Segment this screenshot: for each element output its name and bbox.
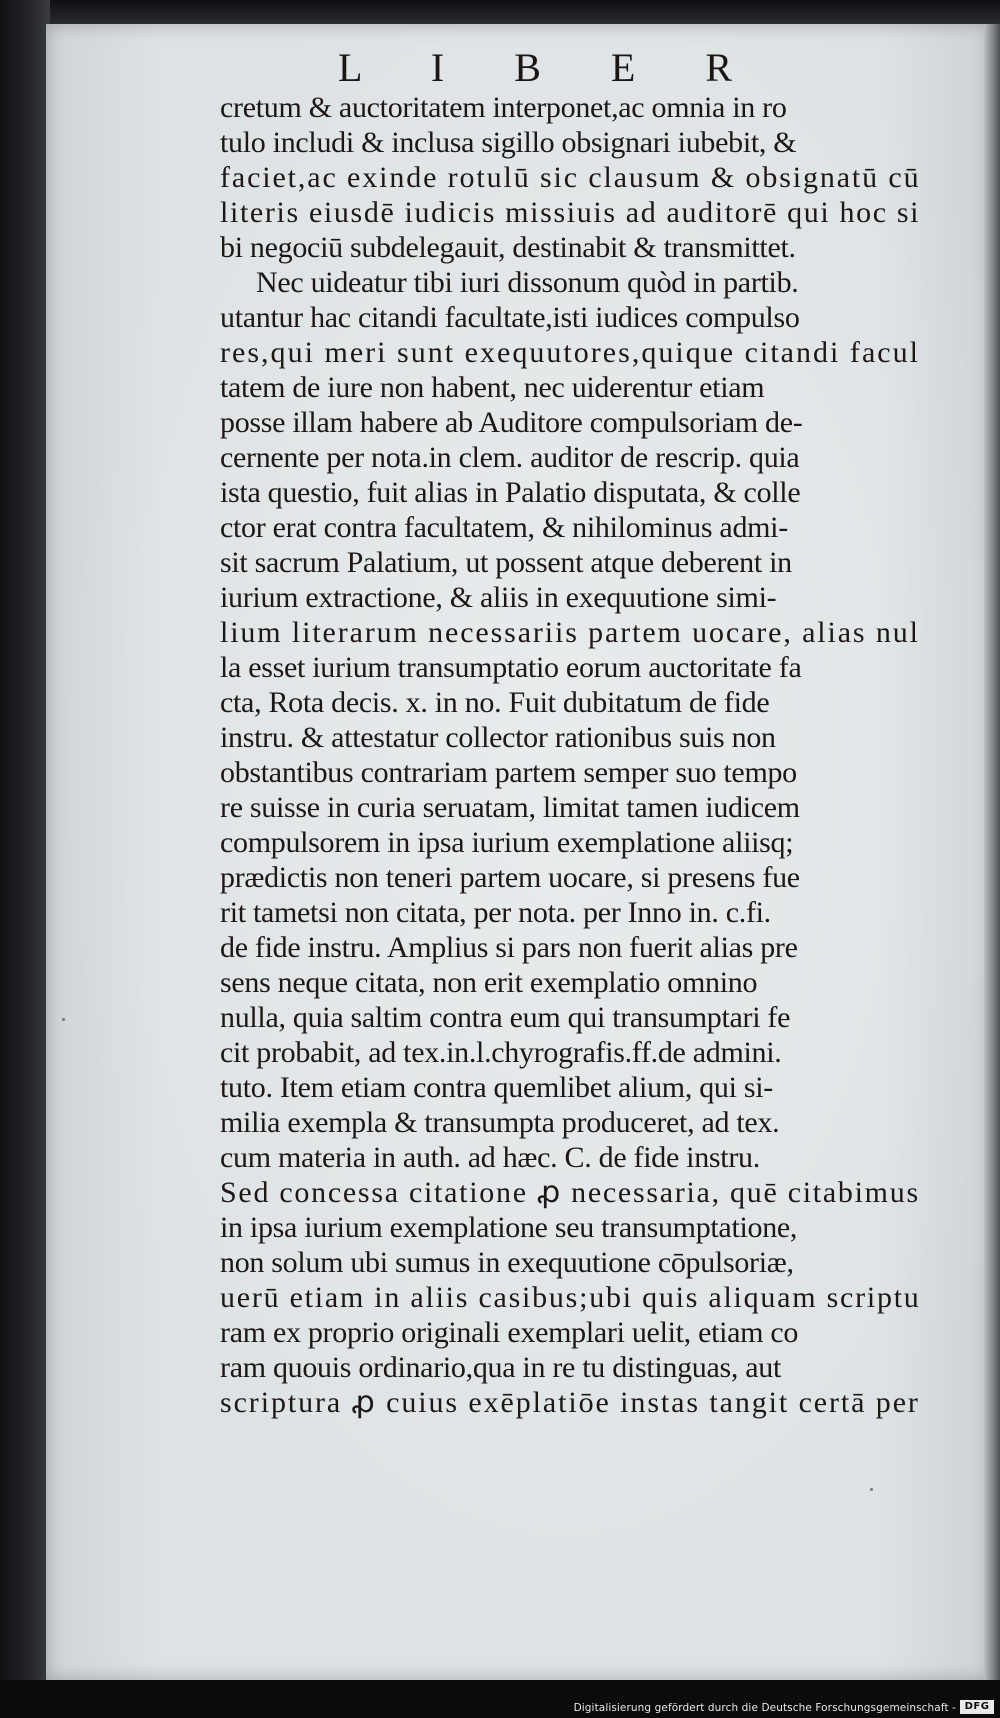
page-edge xyxy=(984,24,1000,1680)
text-line: nulla, quia saltim contra eum qui transumptari fe xyxy=(220,1001,791,1034)
text-line: scriptura ꝓ cuius exēplatiōe instas tangit certā per xyxy=(220,1386,920,1419)
text-line: rit tametsi non citata, per nota. per Inno in. c.fi. xyxy=(220,896,771,929)
text-line: res,qui meri sunt exequutores,quique citandi facul xyxy=(220,336,920,369)
text-line: sit sacrum Palatium, ut possent atque deberent in xyxy=(220,546,792,579)
text-line: posse illam habere ab Auditore compulsoriam de- xyxy=(220,406,803,439)
text-line: ram quouis ordinario,qua in re tu distinguas, aut xyxy=(220,1351,782,1384)
text-line: Sed concessa citatione ꝓ necessaria, quē citabimus xyxy=(220,1176,920,1209)
text-line: tatem de iure non habent, nec uiderentur etiam xyxy=(220,371,765,404)
paper-speck xyxy=(870,1488,873,1491)
scan-background-top xyxy=(0,0,1000,26)
paper-speck xyxy=(62,1018,65,1021)
text-line: cretum & auctoritatem interponet,ac omnia in ro xyxy=(220,91,787,124)
scan-background-left xyxy=(0,0,50,1718)
text-line: literis eiusdē iudicis missiuis ad auditorē qui hoc si xyxy=(220,196,921,229)
text-line: tuto. Item etiam contra quemlibet alium, qui si- xyxy=(220,1071,773,1104)
text-line: instru. & attestatur collector rationibus suis non xyxy=(220,721,776,754)
text-line: cta, Rota decis. x. in no. Fuit dubitatum de fide xyxy=(220,686,770,719)
dfg-logo: DFG xyxy=(960,1700,994,1714)
text-line: cit probabit, ad tex.in.l.chyrografis.ff.de admini. xyxy=(220,1036,782,1069)
text-line: ctor erat contra facultatem, & nihilominus admi- xyxy=(220,511,788,544)
text-line: obstantibus contrariam partem semper suo tempo xyxy=(220,756,797,789)
text-line: bi negociū subdelegauit, destinabit & transmittet. xyxy=(220,231,796,264)
body-text xyxy=(220,90,940,1420)
text-line: la esset iurium transumptatio eorum auctoritate fa xyxy=(220,651,802,684)
text-line: de fide instru. Amplius si pars non fuerit alias pre xyxy=(220,931,798,964)
text-line: re suisse in curia seruatam, limitat tamen iudicem xyxy=(220,791,800,824)
running-head: L I B E R xyxy=(337,45,763,90)
text-line: milia exempla & transumpta produceret, ad tex. xyxy=(220,1106,780,1139)
text-line: Nec uideatur tibi iuri dissonum quòd in partib. xyxy=(256,266,799,299)
text-line: non solum ubi sumus in exequutione cōpulsoriæ, xyxy=(220,1246,794,1279)
text-line: in ipsa iurium exemplatione seu transumptatione, xyxy=(220,1211,798,1244)
text-line: prædictis non teneri partem uocare, si presens fue xyxy=(220,861,800,894)
text-line: cum materia in auth. ad hæc. C. de fide instru. xyxy=(220,1141,760,1174)
text-line: cernente per nota.in clem. auditor de rescrip. quia xyxy=(220,441,800,474)
text-line: faciet,ac exinde rotulū sic clausum & obsignatū cū xyxy=(220,161,921,194)
text-line: ram ex proprio originali exemplari uelit, etiam co xyxy=(220,1316,799,1349)
text-line: sens neque citata, non erit exemplatio omnino xyxy=(220,966,758,999)
text-line: tulo includi & inclusa sigillo obsignari iubebit, & xyxy=(220,126,797,159)
digitization-credit: Digitalisierung gefördert durch die Deutsche Forschungsgemeinschaft - xyxy=(573,1702,956,1714)
text-line: ista questio, fuit alias in Palatio disputata, & colle xyxy=(220,476,801,509)
text-line: utantur hac citandi facultate,isti iudices compulso xyxy=(220,301,800,334)
text-line: uerū etiam in aliis casibus;ubi quis aliquam scriptu xyxy=(220,1281,921,1314)
text-line: iurium extractione, & aliis in exequutione simi- xyxy=(220,581,777,614)
text-line: compulsorem in ipsa iurium exemplatione aliisq; xyxy=(220,826,794,859)
text-line: lium literarum necessariis partem uocare, alias nul xyxy=(220,616,920,649)
